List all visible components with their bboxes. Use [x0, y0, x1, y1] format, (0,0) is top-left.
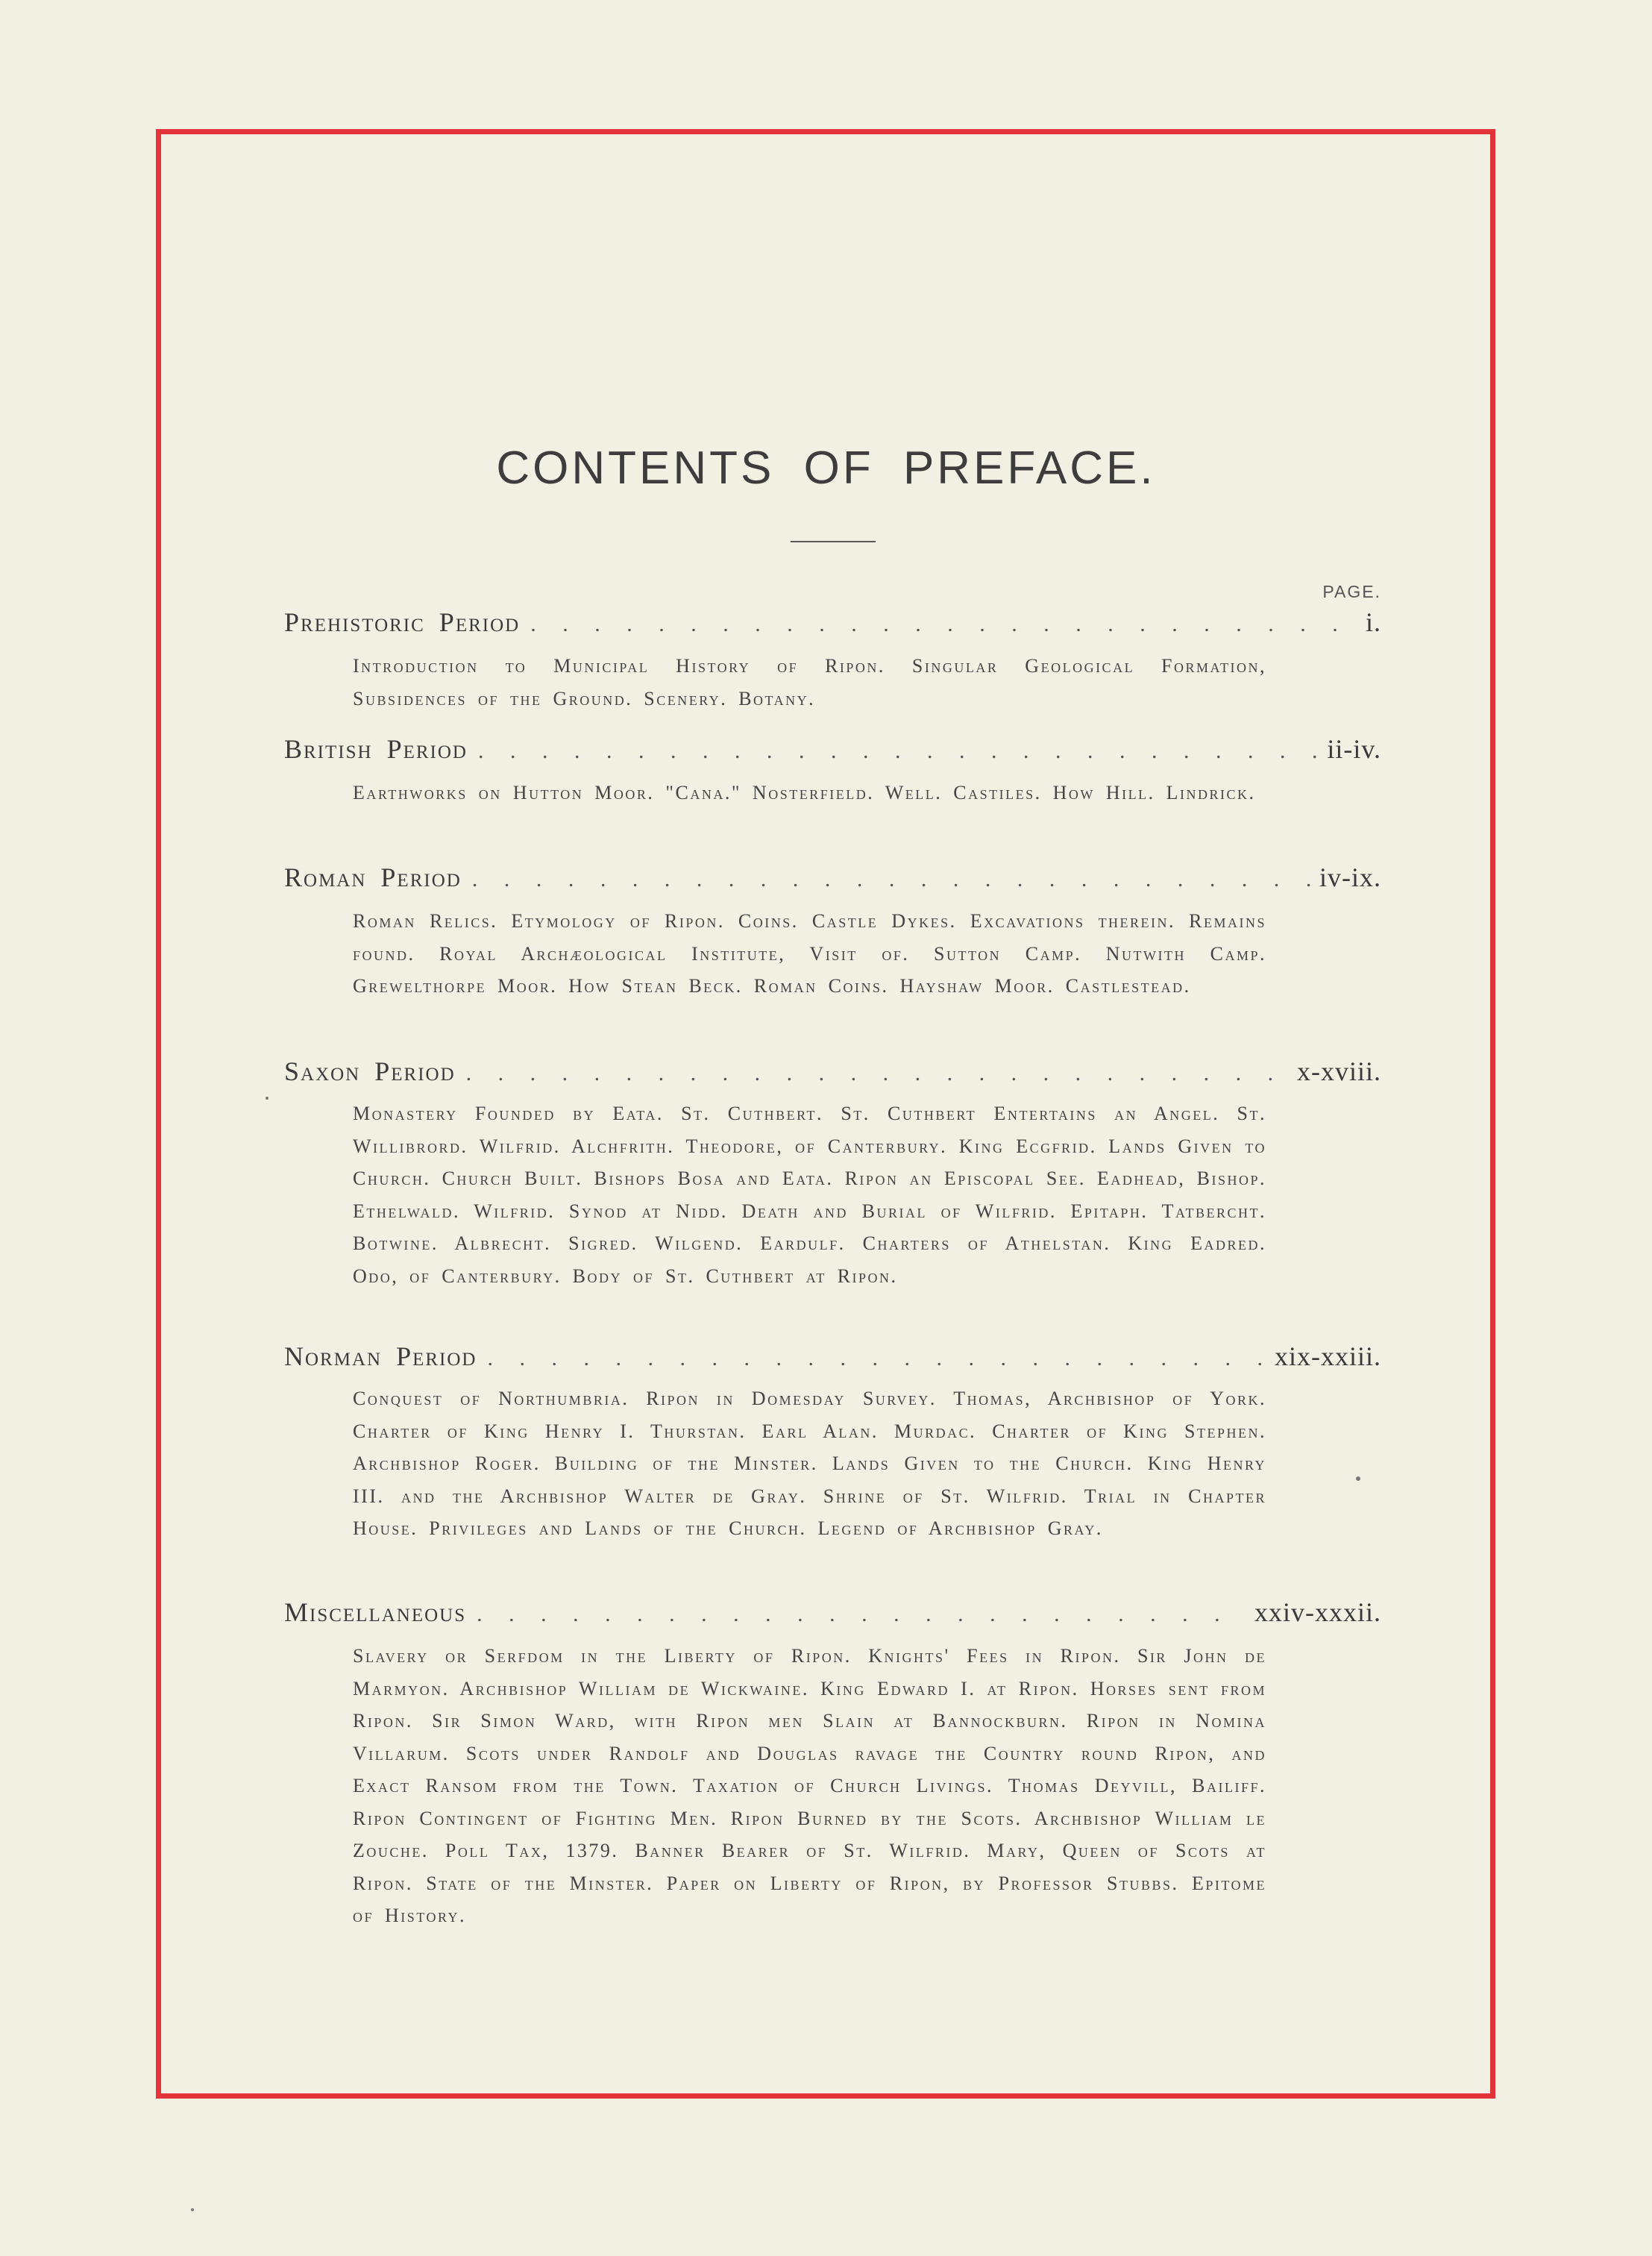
paper-speck [191, 2208, 194, 2211]
section-name: Miscellaneous [284, 1597, 467, 1627]
section-name: Roman Period [284, 862, 462, 892]
section-heading-roman [284, 862, 1381, 896]
page-title: CONTENTS OF PREFACE. [496, 442, 1156, 494]
section-pages: i. [1365, 607, 1381, 637]
section-pages: xxiv-xxxii. [1254, 1597, 1381, 1627]
page-column-label: PAGE. [1322, 582, 1381, 601]
section-description-prehistoric: Introduction to Municipal History of Ripon. Singular Geological Formation, Subsidences of the Ground. Scenery. Botany. [353, 655, 1266, 709]
section-heading-norman [284, 1341, 1381, 1375]
dot-leader [478, 739, 1319, 764]
section-heading-miscellaneous [284, 1597, 1381, 1631]
section-heading-british [284, 733, 1381, 768]
dot-leader [530, 612, 1358, 637]
section-name: British Period [284, 734, 468, 764]
section-name: Norman Period [284, 1341, 477, 1371]
section-name: Prehistoric Period [284, 607, 521, 637]
title-rule [791, 541, 876, 542]
section-name: Saxon Period [284, 1056, 456, 1086]
paper-speck [1356, 1476, 1360, 1481]
dot-leader [487, 1346, 1267, 1371]
dot-leader [472, 867, 1312, 892]
dot-leader [477, 1602, 1247, 1627]
section-pages: x-xviii. [1297, 1056, 1381, 1086]
section-heading-saxon [284, 1056, 1381, 1090]
section-description-british: Earthworks on Hutton Moor. "Cana." Nosterfield. Well. Castiles. How Hill. Lindrick. [353, 782, 1256, 803]
section-heading-prehistoric [284, 607, 1381, 641]
section-description-miscellaneous: Slavery or Serfdom in the Liberty of Ripon. Knights' Fees in Ripon. Sir John de Marmyon. Archbishop William de Wickwaine. King Edward I. at Ripon. Horses sent from Ripon. Sir Simon Ward, with Ripon men Slain at Bannockburn. Ripon in Nomina Villarum. Scots under Randolf and Douglas ravage the Country round Ripon, and Exact Ransom from the Town. Taxation of Church Livings. Thomas Deyvill, Bailiff. Ripon Contingent of Fighting Men. Ripon Burned by the Scots. Archbishop William le Zouche. Poll Tax, 1379. Banner Bearer of St. Wilfrid. Mary, Queen of Scots at Ripon. State of the Minster. Paper on Liberty of Ripon, by Professor Stubbs. Epitome of History. [353, 1645, 1266, 1926]
section-pages: ii-iv. [1327, 734, 1381, 764]
section-description-roman: Roman Relics. Etymology of Ripon. Coins. Castle Dykes. Excavations therein. Remains found. Royal Archæological Institute, Visit of. Sutton Camp. Nutwith Camp. Grewelthorpe Moor. How Stean Beck. Roman Coins. Hayshaw Moor. Castlestead. [353, 910, 1266, 997]
section-pages: xix-xxiii. [1275, 1341, 1381, 1371]
section-pages: iv-ix. [1319, 862, 1381, 892]
section-description-saxon: Monastery Founded by Eata. St. Cuthbert. St. Cuthbert Entertains an Angel. St. Willibrord. Wilfrid. Alchfrith. Theodore, of Canterbury. King Ecgfrid. Lands Given to Church. Church Built. Bishops Bosa and Eata. Ripon an Episcopal See. Eadhead, Bishop. Ethelwald. Wilfrid. Synod at Nidd. Death and Burial of Wilfrid. Epitaph. Tatbercht. Botwine. Albrecht. Sigred. Wilgend. Eardulf. Charters of Athelstan. King Eadred. Odo, of Canterbury. Body of St. Cuthbert at Ripon. [353, 1103, 1266, 1287]
paper-speck [266, 1097, 268, 1100]
section-description-norman: Conquest of Northumbria. Ripon in Domesday Survey. Thomas, Archbishop of York. Charter of King Henry I. Thurstan. Earl Alan. Murdac. Charter of King Stephen. Archbishop Roger. Building of the Minster. Lands Given to the Church. King Henry III. and the Archbishop Walter de Gray. Shrine of St. Wilfrid. Trial in Chapter House. Privileges and Lands of the Church. Legend of Archbishop Gray. [353, 1388, 1266, 1539]
dot-leader [466, 1061, 1290, 1086]
